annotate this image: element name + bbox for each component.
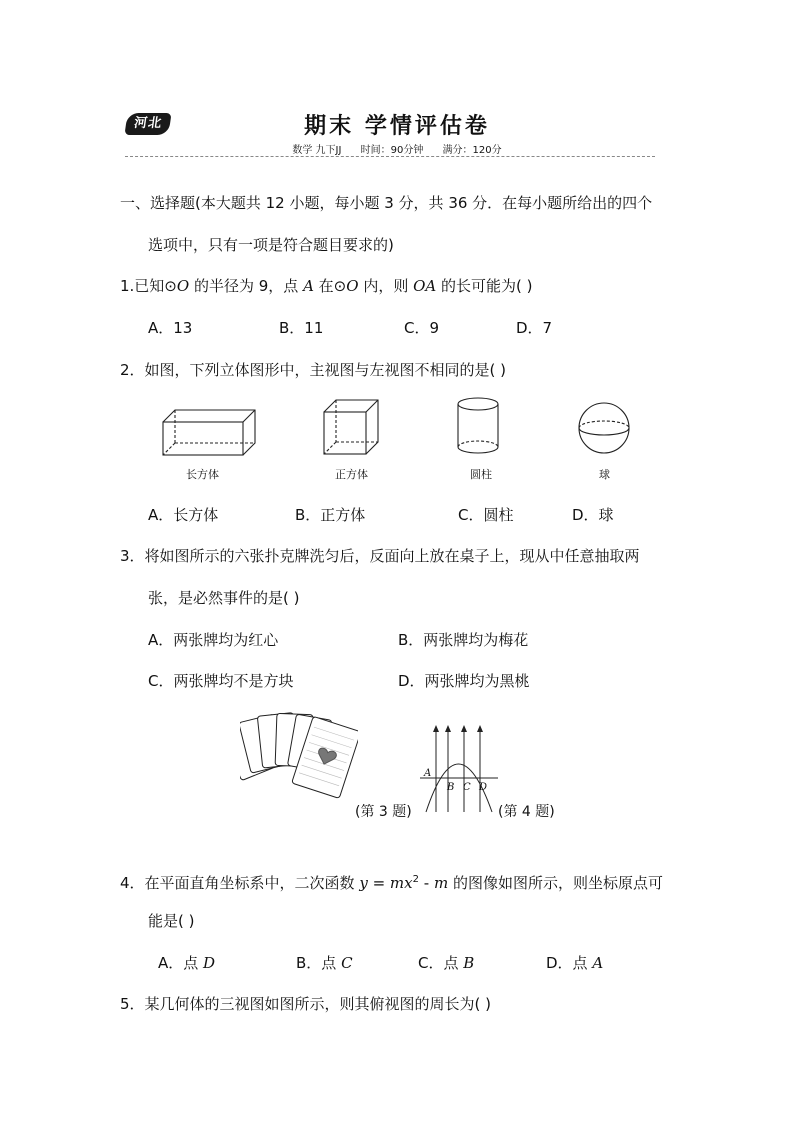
exam-info — [0, 141, 794, 156]
point-b-label: B — [447, 782, 455, 793]
q4-option-c: C．点 B — [418, 954, 475, 972]
section-heading-line1: 一、选择题(本大题共 12 小题，每小题 3 分，共 36 分．在每小题所给出的四个 — [120, 194, 653, 212]
point-a-label: A — [424, 768, 432, 779]
question-5-text: 5．某几何体的三视图如图所示，则其俯视图的周长为( ) — [120, 995, 492, 1013]
page-title: 期末 学情评估卷 — [304, 113, 490, 139]
q2-option-b: B．正方体 — [295, 506, 366, 524]
q2-solids-figure — [150, 392, 630, 492]
label-sphere: 球 — [599, 468, 610, 481]
point-c-label: C — [463, 782, 471, 793]
question-2-text: 2．如图，下列立体图形中，主视图与左视图不相同的是( ) — [120, 361, 507, 379]
q3-option-c: C．两张牌均不是方块 — [148, 672, 294, 690]
score-label: 满分：120分 — [442, 145, 502, 156]
question-4-line1: 4．在平面直角坐标系中，二次函数 $y = mx^2 - m$ 的图像如图所示，则坐标原点可 — [120, 874, 663, 892]
question-3-line1: 3．将如图所示的六张扑克牌洗匀后，反面向上放在桌子上，现从中任意抽取两 — [120, 547, 640, 565]
q1-option-a: A．13 — [148, 319, 193, 337]
q3-option-a: A．两张牌均为红心 — [148, 631, 279, 649]
q4-figure-caption: (第 4 题) — [498, 804, 555, 820]
time-label: 时间：90分钟 — [360, 145, 424, 156]
section-heading-line2: 选项中，只有一项是符合题目要求的) — [148, 236, 394, 254]
region-badge: 河北 — [124, 113, 171, 135]
q2-option-a: A．长方体 — [148, 506, 219, 524]
q1-option-d: D．7 — [516, 319, 553, 337]
question-4-line2: 能是( ) — [148, 912, 195, 930]
q3-option-d: D．两张牌均为黑桃 — [398, 672, 530, 690]
question-1-text: 1.已知⊙O 的半径为 9，点 A 在⊙O 内，则 OA 的长可能为( ) — [120, 277, 533, 295]
q1-option-c: C．9 — [404, 319, 440, 337]
cylinder-icon — [458, 398, 498, 453]
point-d-label: D — [479, 782, 488, 793]
subject-label: 数学 九下JJ — [292, 145, 342, 156]
header-divider — [125, 156, 655, 157]
q3-figure-caption: (第 3 题) — [355, 804, 412, 820]
q2-option-c: C．圆柱 — [458, 506, 514, 524]
q4-option-b: B．点 C — [296, 954, 353, 972]
q4-option-a: A．点 D — [158, 954, 216, 972]
playing-cards-figure — [240, 708, 358, 808]
label-cube: 正方体 — [335, 468, 368, 481]
label-cuboid: 长方体 — [186, 468, 219, 481]
q3-option-b: B．两张牌均为梅花 — [398, 631, 529, 649]
sphere-icon — [579, 403, 629, 453]
cuboid-icon — [163, 410, 255, 455]
q2-option-d: D．球 — [572, 506, 614, 524]
label-cylinder: 圆柱 — [470, 468, 492, 481]
q4-option-d: D．点 A — [546, 954, 604, 972]
q1-option-b: B．11 — [279, 319, 324, 337]
parabola-graph-figure — [418, 724, 500, 816]
cube-icon — [324, 400, 378, 454]
question-3-line2: 张，是必然事件的是( ) — [148, 589, 300, 607]
